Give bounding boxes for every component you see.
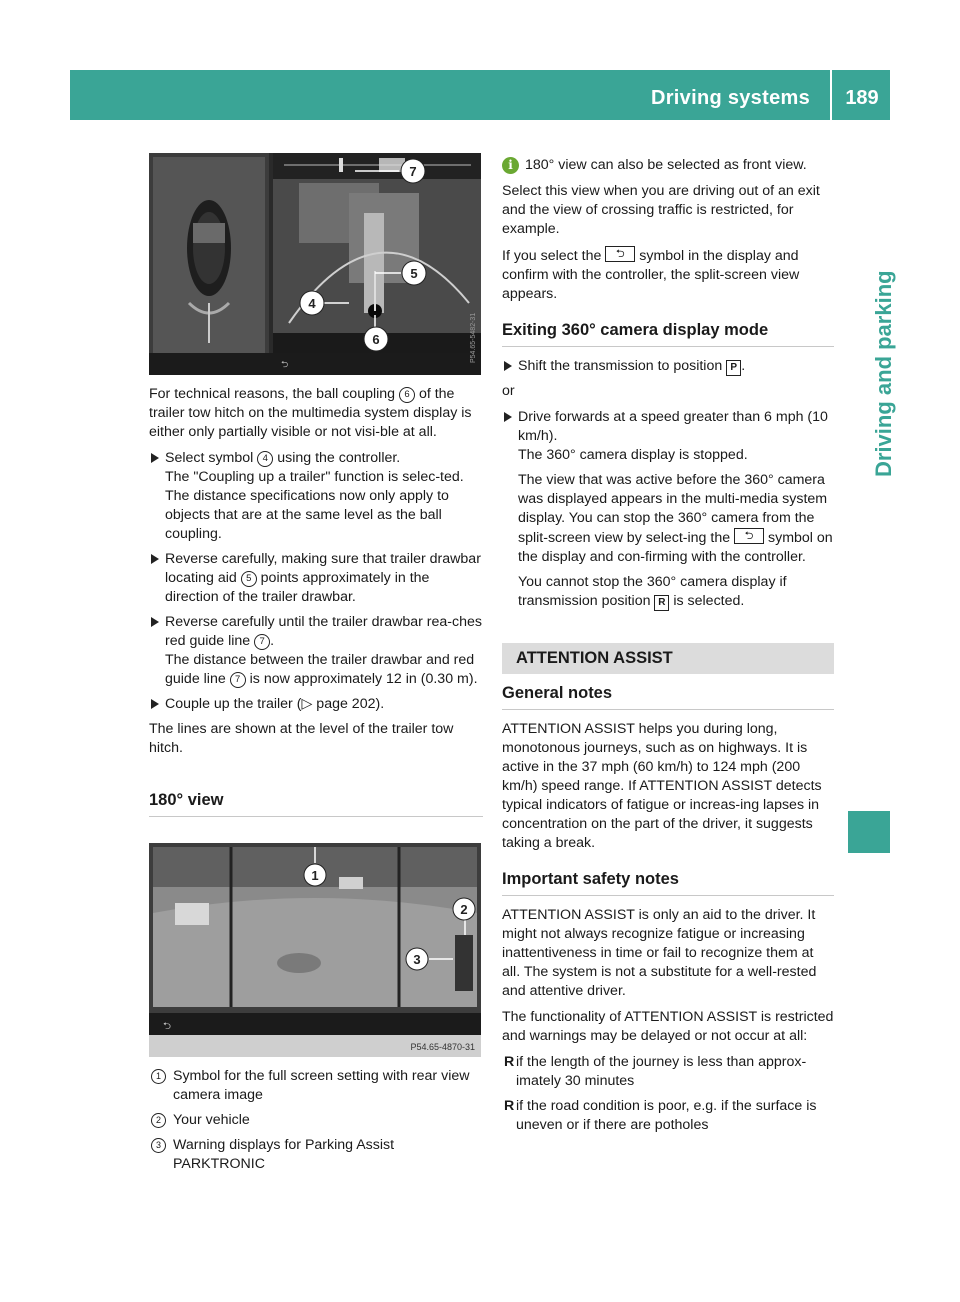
list-item: R if the road condition is poor, e.g. if the surface is uneven or if there are potholes: [504, 1098, 817, 1133]
heading-exiting-camera: Exiting 360° camera display mode: [502, 321, 769, 339]
bullet-icon: R: [504, 1098, 515, 1114]
figure-legend: [149, 1067, 483, 1180]
legend-item: 2 Your vehicle: [149, 1111, 483, 1130]
instruction-arrow-icon: [151, 617, 159, 627]
park-key-icon: P: [726, 360, 741, 376]
trailer-camera-figure: [149, 153, 481, 375]
callout-3: 3: [413, 952, 421, 967]
callout-7: 4: [308, 296, 316, 311]
split-screen-paragraph: If you select the ⮌ symbol in the display and confirm with the controller, the split-screen view appears.: [502, 246, 834, 304]
chapter-tab-marker: [848, 811, 890, 853]
instruction-arrow-icon: [151, 554, 159, 564]
view-180-figure: [149, 843, 481, 1057]
left-column: [149, 385, 483, 817]
heading-180-view: 180° view: [149, 791, 224, 809]
callout-4: 7: [409, 164, 417, 179]
step-reverse-until: Reverse carefully until the trailer drawbar rea-ches red guide line 7 . The distance between the trailer drawbar and red guide line 7 is now approximately 12 in (0.30 m).: [149, 613, 483, 689]
info-note: i 180° view can also be selected as front view.: [502, 156, 834, 175]
legend-item: 3 Warning displays for Parking Assist PARKTRONIC: [149, 1136, 483, 1174]
instruction-arrow-icon: [504, 361, 512, 371]
safety-paragraph-1: ATTENTION ASSIST is only an aid to the driver. It might not always recognize fatigue or increasing inattentiveness in time or fail to recognize them at all. The system is not a substitute for a well-rested and attentive driver.: [502, 907, 817, 999]
bullet-icon: R: [504, 1054, 515, 1070]
chapter-tab-label: Driving and parking: [871, 270, 896, 477]
instruction-arrow-icon: [151, 699, 159, 709]
page-number: 189: [845, 87, 879, 109]
svg-text:⮌: ⮌: [281, 359, 289, 369]
header-divider: [830, 70, 832, 120]
general-notes-paragraph: ATTENTION ASSIST helps you during long, monotonous journeys, such as on highways. It is active in the 37 mph (60 km/h) to 124 mph (200 km/h) speed range. If ATTENTION ASSIST detects typical indicators of fatigue or increas-ing lapses in concentration on the part of the driver, it suggests taking a break.: [502, 721, 822, 851]
select-view-paragraph: Select this view when you are driving out of an exit and the view of crossing traffic is restricted, for example.: [502, 183, 820, 237]
heading-safety-notes: Important safety notes: [502, 870, 679, 888]
or-text: or: [502, 383, 515, 399]
back-arrow-icon: [605, 246, 635, 262]
heading-rule: [149, 816, 483, 817]
view-180-image: [149, 843, 481, 1057]
reverse-key-icon: R: [654, 595, 669, 611]
section-banner-attention-assist: ATTENTION ASSIST: [502, 643, 834, 674]
lines-note: The lines are shown at the level of the trailer tow hitch.: [149, 721, 454, 756]
section-title: Driving systems: [650, 87, 810, 109]
callout-5: 5: [410, 266, 418, 281]
trailer-camera-image: [149, 153, 481, 375]
step-shift-park: Shift the transmission to position P .: [502, 357, 834, 376]
step-reverse-carefully: Reverse carefully, making sure that trailer drawbar locating aid 5 points approximately in the direction of the trailer drawbar.: [149, 550, 483, 607]
callout-1: 1: [311, 868, 319, 883]
step-couple-up: Couple up the trailer (▷ page 202).: [149, 695, 483, 714]
figure1-code: P54.65-5482-31: [470, 312, 477, 363]
svg-text:⮌: ⮌: [163, 1021, 172, 1032]
ball-coupling-paragraph: For technical reasons, the ball coupling 6 of the trailer tow hitch on the multimedia system display is either only partially visible or not visi-ble at all.: [149, 386, 472, 440]
instruction-arrow-icon: [151, 453, 159, 463]
step-drive-forwards: Drive forwards at a speed greater than 6 mph (10 km/h). The 360° camera display is stopped. The view that was active before the 360° camera was displayed appears in the multi-media system display. You can stop the 360° camera from the split-screen view by select-ing the ⮌ symbol on the display and con-firming with the controller. You cannot stop the 360° camera display if transmission position R is selected.: [502, 408, 834, 611]
page-ref-link[interactable]: page 202).: [312, 696, 385, 712]
page-header: [70, 70, 890, 120]
list-item: R if the length of the journey is less than approx-imately 30 minutes: [504, 1054, 807, 1089]
callout-6: 6: [372, 332, 380, 347]
safety-paragraph-2: The functionality of ATTENTION ASSIST is restricted and warnings may be delayed or not occur at all:: [502, 1009, 834, 1044]
legend-item: 1 Symbol for the full screen setting with rear view camera image: [149, 1067, 483, 1105]
instruction-arrow-icon: [504, 412, 512, 422]
step-select-symbol: Select symbol 4 using the controller. The "Coupling up a trailer" function is selec-ted. The distance specifications now only apply to objects that are at the same level as the ball coupling.: [149, 449, 483, 544]
page-ref-icon: ▷: [301, 696, 313, 712]
right-column: [502, 156, 834, 1141]
figure2-code: P54.65-4870-31: [410, 1042, 475, 1052]
circled-6: 6: [399, 387, 415, 403]
info-icon: i: [502, 157, 519, 174]
callout-2: 2: [460, 902, 468, 917]
back-arrow-icon: [734, 528, 764, 544]
heading-general-notes: General notes: [502, 684, 613, 702]
